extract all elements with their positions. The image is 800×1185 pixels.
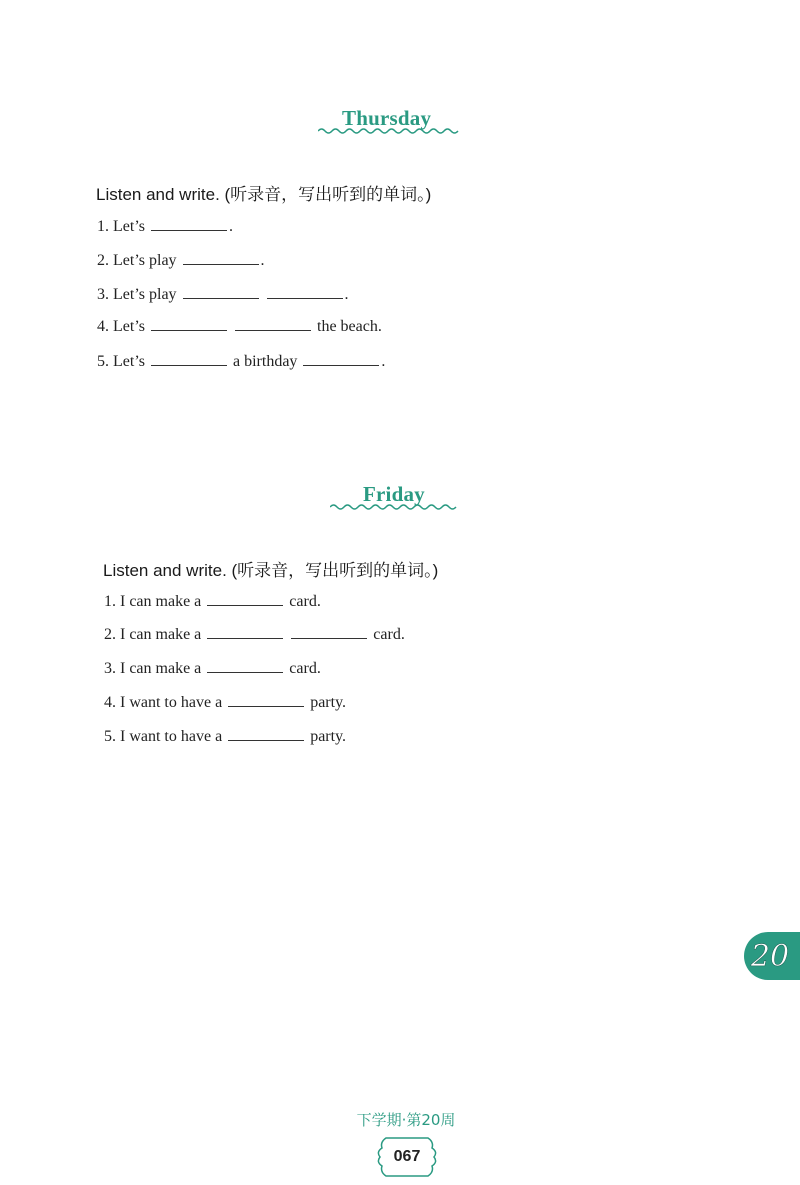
answer-blank[interactable]: [228, 693, 304, 707]
item-prefix: 5. I want to have a: [104, 728, 223, 745]
item-middle: a birthday: [233, 353, 298, 370]
footer-label: 下学期·第20周: [356, 1111, 456, 1129]
item-end: .: [260, 252, 265, 269]
thursday-item-1: [97, 217, 233, 236]
item-prefix: 1. Let’s: [97, 218, 145, 235]
item-prefix: 3. I can make a: [104, 660, 202, 677]
item-end: card.: [373, 626, 405, 643]
thursday-title-underline: [318, 126, 460, 136]
answer-blank[interactable]: [207, 592, 283, 606]
item-prefix: 5. Let’s: [97, 353, 145, 370]
answer-blank[interactable]: [235, 317, 311, 331]
item-prefix: 1. I can make a: [104, 593, 202, 610]
thursday-item-4: [97, 317, 382, 336]
answer-blank[interactable]: [151, 352, 227, 366]
friday-item-4: [104, 693, 346, 712]
item-end: party.: [310, 728, 347, 745]
thursday-item-5: [97, 352, 385, 371]
item-prefix: 2. Let’s play: [97, 252, 177, 269]
friday-instruction: Listen and write. (听录音，写出听到的单词。): [103, 561, 439, 580]
item-prefix: 2. I can make a: [104, 626, 202, 643]
thursday-item-2: [97, 251, 265, 270]
friday-item-3: [104, 659, 321, 678]
answer-blank[interactable]: [207, 659, 283, 673]
page-number: 067: [393, 1148, 421, 1165]
answer-blank[interactable]: [151, 317, 227, 331]
answer-blank[interactable]: [303, 352, 379, 366]
thursday-title: Thursday: [342, 106, 432, 130]
week-tab: [744, 932, 800, 980]
thursday-item-3: [97, 285, 349, 304]
answer-blank[interactable]: [291, 625, 367, 639]
item-end: the beach.: [317, 318, 382, 335]
friday-title-underline: [330, 502, 462, 512]
answer-blank[interactable]: [183, 251, 259, 265]
item-end: .: [344, 286, 349, 303]
item-end: .: [229, 218, 233, 235]
friday-item-2: [104, 625, 405, 644]
answer-blank[interactable]: [183, 285, 259, 299]
week-tab-number: 20: [750, 938, 790, 974]
item-prefix: 3. Let’s play: [97, 286, 177, 303]
answer-blank[interactable]: [267, 285, 343, 299]
item-prefix: 4. I want to have a: [104, 694, 223, 711]
friday-item-5: [104, 727, 346, 746]
item-end: card.: [289, 593, 321, 610]
thursday-instruction: Listen and write. (听录音，写出听到的单词。): [96, 185, 432, 204]
answer-blank[interactable]: [228, 727, 304, 741]
friday-item-1: [104, 592, 321, 611]
friday-title: Friday: [363, 482, 425, 506]
answer-blank[interactable]: [151, 217, 227, 231]
item-prefix: 4. Let’s: [97, 318, 145, 335]
item-end: card.: [289, 660, 321, 677]
page-number-badge: [374, 1136, 440, 1178]
item-end: .: [381, 353, 386, 370]
answer-blank[interactable]: [207, 625, 283, 639]
item-end: party.: [310, 694, 347, 711]
